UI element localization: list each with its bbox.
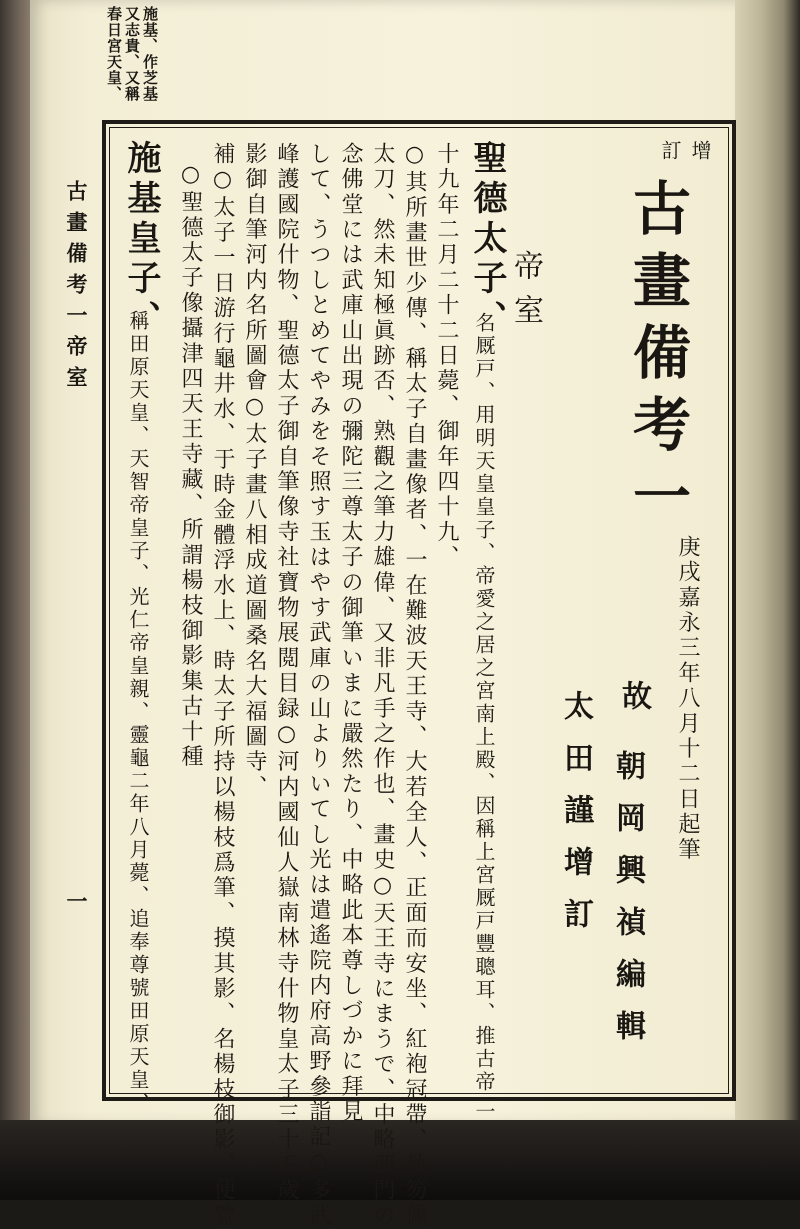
paragraph-line: ○聖德太子像攝津四天王寺藏、所謂楊枝御影集古十種	[178, 162, 203, 770]
paragraph-line: ○其所畫世少傳、稱太子自畫像者、一在難波天王寺、大若全人、正面而安坐、紅袍冠帶、執笏佩	[402, 142, 427, 1229]
title-prefix-2: 訂	[658, 140, 682, 163]
entry-bio-cont: 十九年二月二十二日薨、御年四十九、	[434, 142, 459, 571]
section-heading: 帝室	[508, 250, 543, 338]
page-number: 一	[64, 890, 89, 921]
editor-prefix: 故	[616, 680, 651, 732]
paragraph-line: 影御自筆河内名所圖會○太子畫八相成道圖桑名大福圖寺、	[242, 142, 267, 801]
entry-bio-shiki: 稱田原天皇、天智帝皇子、光仁帝皇親、靈龜二年八月薨、追奉尊號田原天皇、	[126, 310, 150, 1115]
paragraph-line: 太刀、然未知極眞跡否、熟觀之筆力雄偉、又非凡手之作也、畫史○天王寺にまうで、中略西門の	[370, 142, 395, 1229]
page-stack-edge	[735, 0, 800, 1120]
paragraph-line: して、うつしとめてやみをそ照す玉はやす武庫の山よりいてし光は遣遙院内府高野參詣記○多武	[306, 142, 331, 1229]
dateline: 庚戌嘉永三年八月十二日起筆	[675, 535, 700, 863]
entry-bio-shotoku: 名厩戸、用明天皇皇子、帝愛之居之宮南上殿、因稱上宮厩戸豐聰耳、推古帝二	[472, 312, 496, 1117]
running-head-title: 古畫備考一	[64, 180, 89, 335]
editor-line-2: 太田謹增訂	[558, 690, 593, 950]
margin-note-line: 又志貴、又稱	[123, 6, 141, 102]
title-prefix-1: 增	[688, 140, 712, 163]
margin-note-line: 施基、作芝基	[141, 6, 159, 102]
editor-line-1: 朝岡興禎編輯	[610, 750, 645, 1062]
running-head-section: 帝室	[64, 335, 89, 397]
paragraph-line: 補○太子一日游行龜井水、于時金體浮水上、時太子所持以楊枝爲筆、摸其影、名楊枝御影、便覽	[210, 142, 235, 1229]
book-cover-edge	[0, 0, 30, 1200]
entry-heading-shotoku: 聖德太子、	[467, 140, 507, 340]
margin-note-line: 春日宮天皇、	[105, 6, 123, 102]
paragraph-line: 念佛堂には武庫山出現の彌陀三尊太子の御筆いまに嚴然たり、中略此本尊しづかに拜見	[338, 142, 363, 1125]
entry-heading-shiki: 施基皇子、	[121, 140, 161, 340]
paragraph-line: 峰護國院什物、聖德太子御自筆像寺社寶物展閲目録○河内國仙人嶽南林寺什物皇太子三十五歲	[274, 142, 299, 1204]
book-title: 古畫備考一	[623, 178, 691, 538]
book-bottom-edge	[0, 1120, 800, 1200]
